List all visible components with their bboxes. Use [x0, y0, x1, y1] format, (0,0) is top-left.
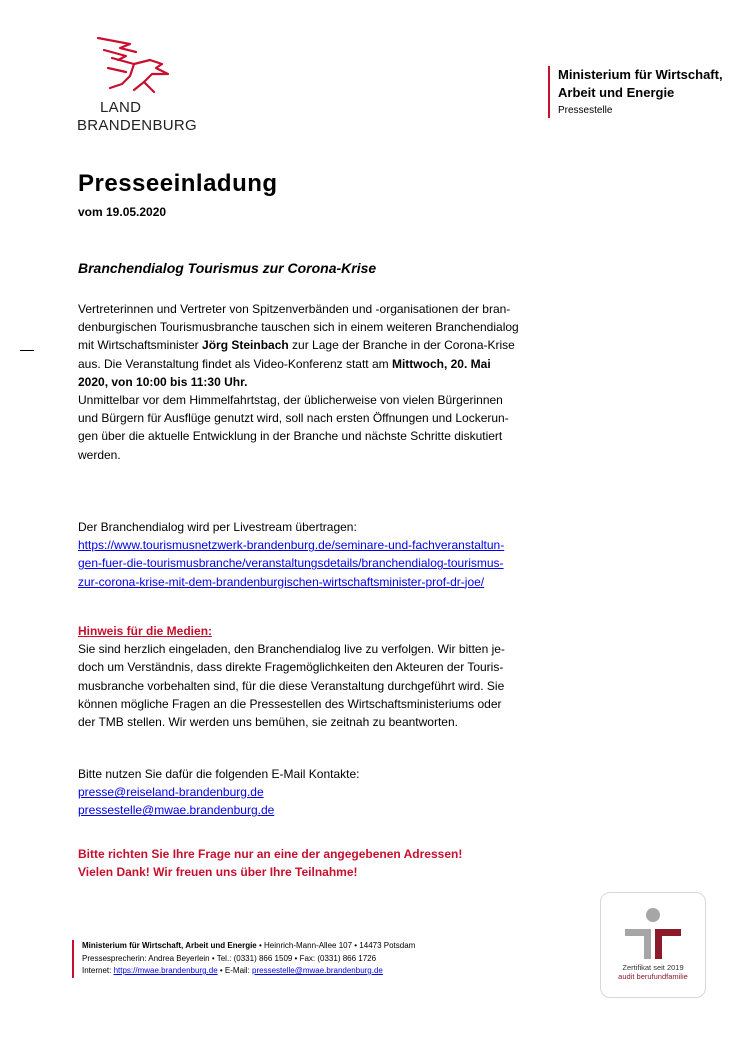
text-line: Sie sind herzlich eingeladen, den Branchendialog live zu verfolgen. Wir bitten je- — [78, 642, 505, 657]
email-link-reiseland[interactable]: presse@reiseland-brandenburg.de — [78, 785, 264, 800]
red-eagle-icon — [90, 34, 170, 96]
text-line: Der Branchendialog wird per Livestream übertragen: — [78, 520, 357, 534]
footer-internet-label: Internet: — [82, 966, 114, 975]
paragraph-intro — [78, 300, 548, 391]
text-line: denburgischen Tourismusbranche tauschen sich in einem weiteren Branchendialog — [78, 320, 519, 335]
paragraph-media-hint — [78, 622, 548, 731]
logo-text-brandenburg: BRANDENBURG — [77, 117, 197, 134]
footer-email-label: • E-Mail: — [217, 966, 253, 975]
closing-line1: Bitte richten Sie Ihre Frage nur an eine der angegebenen Adressen! — [78, 847, 463, 861]
logo-text-land: LAND — [100, 99, 142, 116]
certificate-label: audit berufundfamilie — [618, 972, 688, 981]
minister-name: Jörg Steinbach — [202, 338, 289, 353]
text-line: Vertreterinnen und Vertreter von Spitzenverbänden und -organisationen der bran- — [78, 302, 511, 316]
event-time: 2020, von 10:00 bis 11:30 Uhr. — [78, 374, 248, 389]
text-line — [78, 355, 548, 373]
footer-website-link[interactable]: https://mwae.brandenburg.de — [113, 966, 218, 975]
text-span: zur Lage der Branche in der Corona-Krise — [288, 338, 515, 353]
text-line: gen über die aktuelle Entwicklung in der Branche und nächste Schritte diskutiert — [78, 429, 503, 444]
text-span: aus. Die Veranstaltung findet als Video-Konferenz statt am — [78, 356, 392, 371]
text-line: der TMB stellen. Wir werden uns bemühen, sie zeitnah zu beantworten. — [78, 715, 458, 730]
footer-address: • Heinrich-Mann-Allee 107 • 14473 Potsdam — [256, 941, 416, 950]
ministry-name-line1: Ministerium für Wirtschaft, — [558, 67, 723, 82]
text-line: Unmittelbar vor dem Himmelfahrtstag, der üblicherweise von vielen Bürgerinnen — [78, 393, 503, 407]
event-date: Mittwoch, 20. Mai — [391, 356, 491, 371]
paragraph-livestream — [78, 518, 548, 591]
livestream-link-line1[interactable]: https://www.tourismusnetzwerk-brandenburg.de/seminare-und-fachveranstaltun- — [78, 538, 505, 553]
text-line — [78, 336, 548, 354]
document-date: vom 19.05.2020 — [78, 205, 167, 219]
paragraph-contacts — [78, 765, 548, 820]
footer-org: Ministerium für Wirtschaft, Arbeit und Energie — [82, 941, 257, 950]
footer-line1 — [82, 940, 415, 953]
ministry-department: Pressestelle — [558, 105, 613, 116]
livestream-link-line3[interactable]: zur-corona-krise-mit-dem-brandenburgischen-wirtschaftsminister-prof-dr-joe/ — [78, 574, 485, 589]
text-line: Bitte nutzen Sie dafür die folgenden E-Mail Kontakte: — [78, 767, 360, 781]
fold-mark — [20, 350, 34, 351]
ministry-name-line2: Arbeit und Energie — [558, 85, 675, 100]
certificate-year: Zertifikat seit 2019 — [622, 963, 684, 972]
berufundfamilie-certificate — [600, 892, 706, 998]
text-line: und Bürgern für Ausflüge genutzt wird, soll nach ersten Öffnungen und Lockerun- — [78, 411, 509, 426]
text-line: werden. — [78, 447, 121, 462]
ministry-header — [548, 66, 723, 118]
text-line — [78, 373, 548, 391]
paragraph-context — [78, 391, 548, 464]
footer-contact — [72, 940, 415, 978]
closing-message — [78, 845, 548, 881]
berufundfamilie-logo-icon — [623, 907, 683, 961]
document-subject: Branchendialog Tourismus zur Corona-Krise — [78, 260, 377, 276]
text-span: mit Wirtschaftsminister — [78, 338, 203, 353]
footer-line3 — [82, 965, 415, 978]
media-hint-heading: Hinweis für die Medien: — [78, 624, 213, 638]
land-brandenburg-logo — [74, 34, 214, 140]
livestream-link-line2[interactable]: gen-fuer-die-tourismusbranche/veranstaltungsdetails/branchendialog-tourismus- — [78, 556, 504, 571]
text-line: doch um Verständnis, dass direkte Fragemöglichkeiten den Akteuren der Touris- — [78, 660, 504, 675]
footer-line2: Pressesprecherin: Andrea Beyerlein • Tel.: (0331) 866 1509 • Fax: (0331) 866 1726 — [82, 953, 377, 963]
text-line: können mögliche Fragen an die Pressestellen des Wirtschaftsministeriums oder — [78, 696, 502, 711]
document-title: Presseeinladung — [78, 170, 278, 197]
footer-email-link[interactable]: pressestelle@mwae.brandenburg.de — [252, 966, 383, 975]
closing-line2: Vielen Dank! Wir freuen uns über Ihre Teilnahme! — [78, 865, 358, 879]
email-link-pressestelle[interactable]: pressestelle@mwae.brandenburg.de — [78, 803, 275, 818]
text-line: musbranche vorbehalten sind, für die diese Veranstaltung durchgeführt wird. Sie — [78, 678, 505, 693]
